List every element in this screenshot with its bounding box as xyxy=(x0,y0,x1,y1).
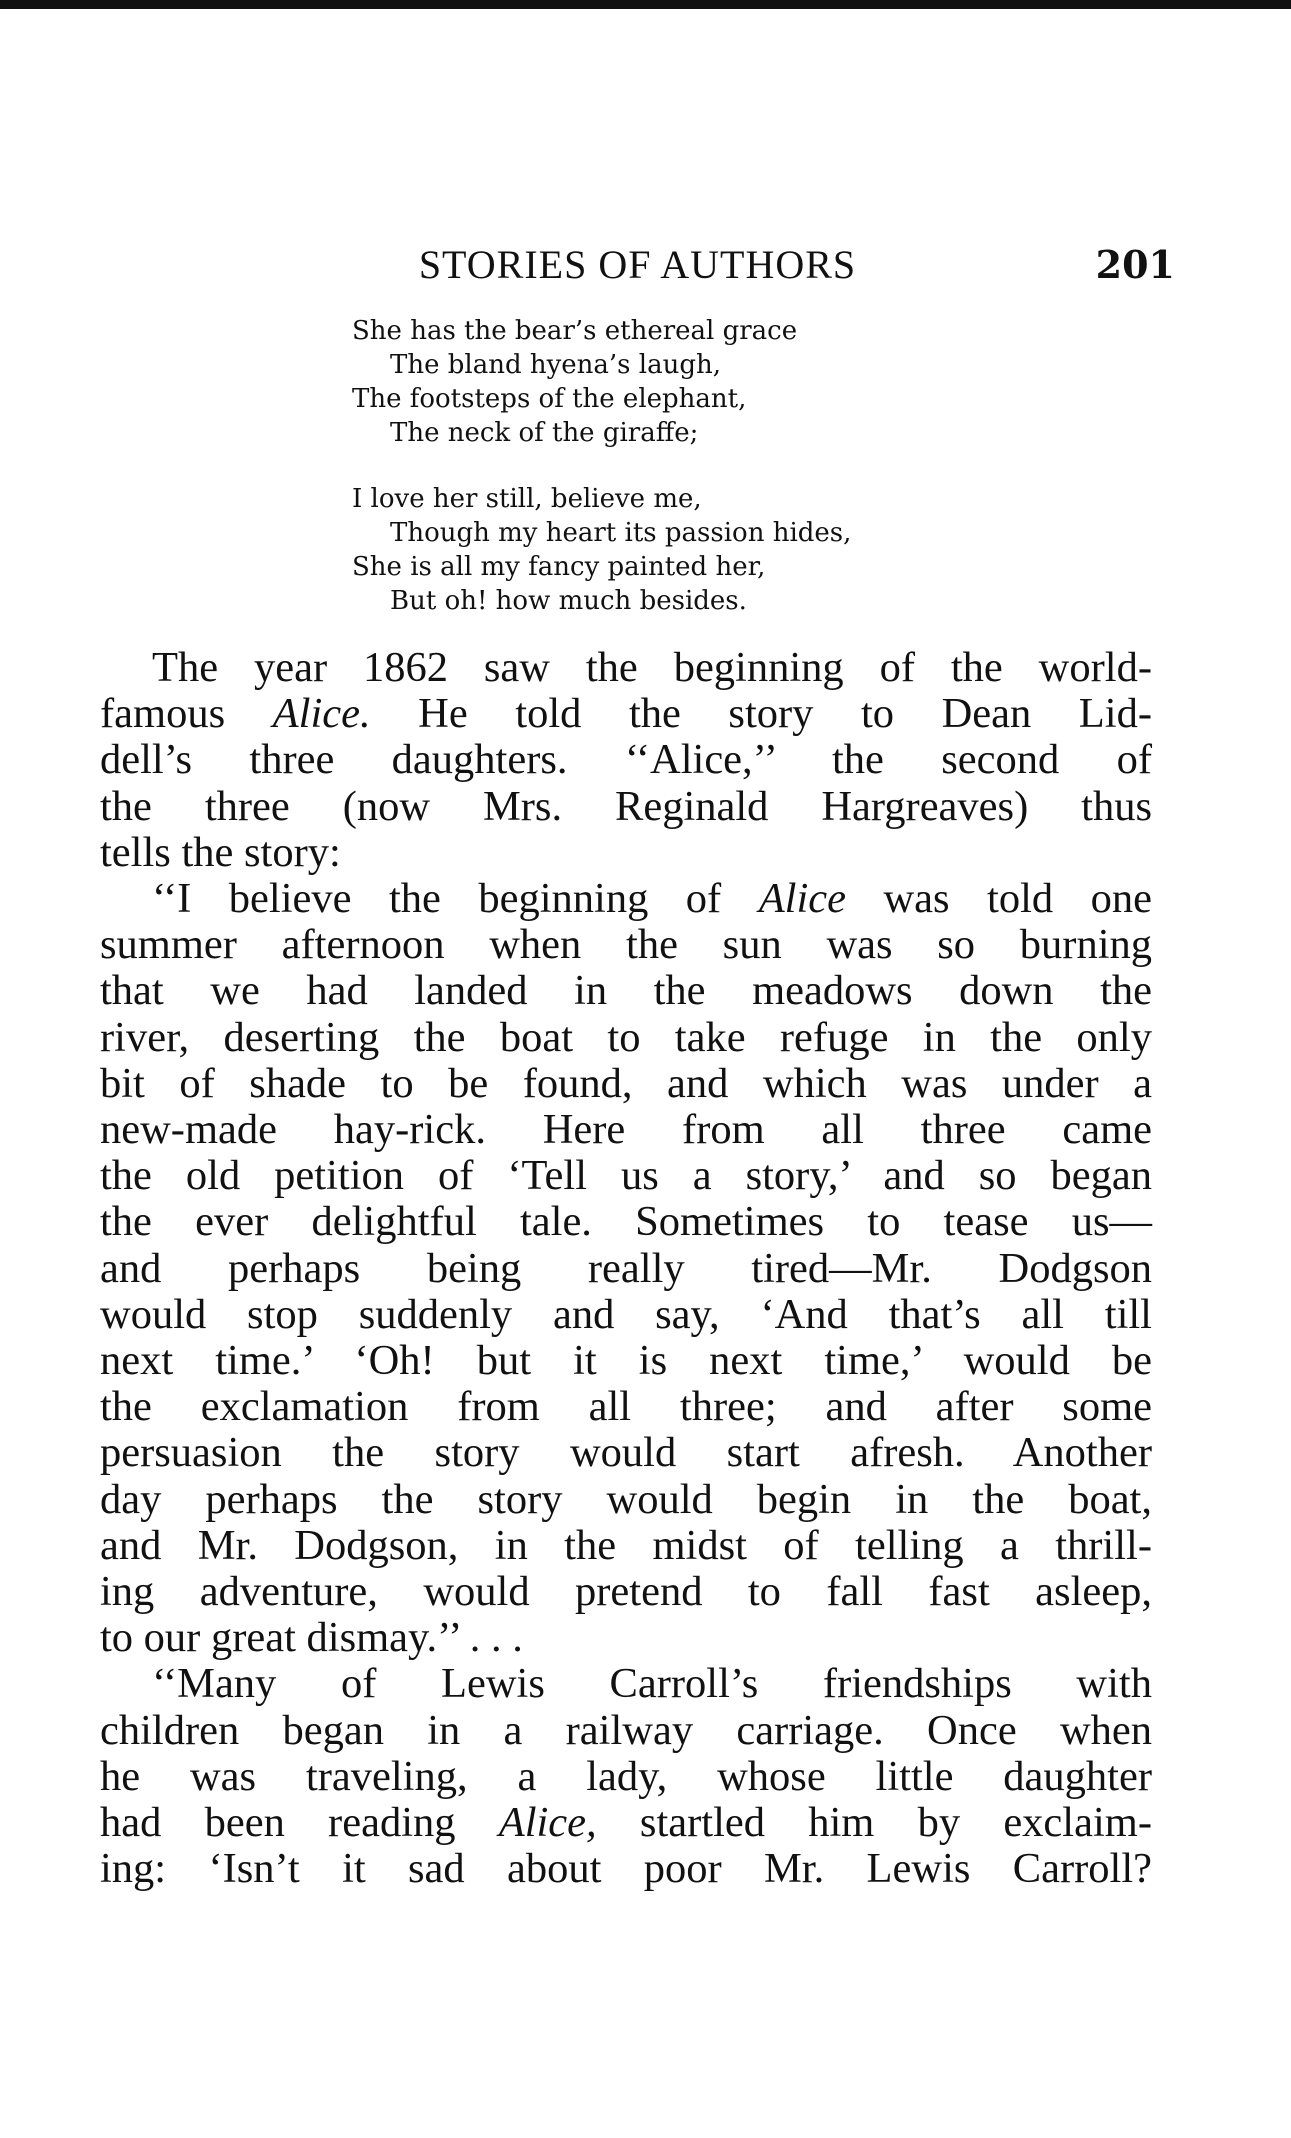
text-run: ‘‘I believe the beginning of xyxy=(152,875,759,923)
poem-line: She is all my fancy painted her, xyxy=(352,552,766,582)
text-line xyxy=(100,1384,1152,1430)
text-run: new-made hay-rick. Here from all three came xyxy=(100,1106,1152,1154)
text-run: summer afternoon when the sun was so burning xyxy=(100,921,1152,969)
text-run: that we had landed in the meadows down the xyxy=(100,967,1152,1015)
text-line xyxy=(100,1015,1152,1061)
text-run: and perhaps being really tired—Mr. Dodgson xyxy=(100,1244,1152,1292)
text-run: river, deserting the boat to take refuge in the only xyxy=(100,1013,1152,1061)
text-run: day perhaps the story would begin in the boat, xyxy=(100,1475,1152,1523)
text-line xyxy=(100,784,1152,830)
poem-line: The neck of the giraffe; xyxy=(390,418,699,448)
text-line xyxy=(100,830,1152,876)
text-line xyxy=(100,1292,1152,1338)
text-run: the ever delightful tale. Sometimes to tease us— xyxy=(100,1198,1152,1246)
poem-stanza xyxy=(352,482,1072,618)
text-run: next time.’ ‘Oh! but it is next time,’ would be xyxy=(100,1337,1152,1385)
text-line xyxy=(100,1246,1152,1292)
text-run: The year 1862 saw the beginning of the world- xyxy=(152,644,1152,691)
poem-quote xyxy=(352,314,1072,650)
text-run: ing adventure, would pretend to fall fast asleep, xyxy=(100,1568,1152,1616)
page-header xyxy=(100,240,1175,290)
text-line xyxy=(100,1708,1152,1754)
text-run: famous xyxy=(100,690,273,738)
paragraph xyxy=(100,876,1152,1661)
text-run: ‘‘Many of Lewis Carroll’s friendships with xyxy=(152,1660,1152,1708)
text-line xyxy=(100,645,1152,691)
text-run: ing: ‘Isn’t it sad about poor Mr. Lewis Carroll? xyxy=(100,1845,1152,1893)
text-line xyxy=(100,876,1152,922)
text-run: children began in a railway carriage. Once when xyxy=(100,1706,1152,1754)
text-run: startled him by exclaim- xyxy=(596,1799,1152,1847)
text-line xyxy=(100,1615,1152,1661)
text-run: dell’s three daughters. ‘‘Alice,’’ the second of xyxy=(100,736,1152,784)
text-line xyxy=(100,922,1152,968)
text-run: would stop suddenly and say, ‘And that’s all till xyxy=(100,1290,1152,1338)
text-run: he was traveling, a lady, whose little daughter xyxy=(100,1752,1152,1800)
text-run: was told one xyxy=(846,875,1152,923)
text-line xyxy=(100,1338,1152,1384)
italic-title: Alice, xyxy=(498,1799,597,1847)
poem-line: The footsteps of the elephant, xyxy=(352,384,747,414)
text-line xyxy=(100,691,1152,737)
text-run: He told the story to Dean Lid- xyxy=(370,690,1152,738)
text-run: to our great dismay.’’ . . . xyxy=(100,1614,523,1662)
text-line xyxy=(100,1153,1152,1199)
top-border-rule xyxy=(0,0,1291,9)
text-line xyxy=(100,1800,1152,1846)
text-run: the exclamation from all three; and after some xyxy=(100,1383,1152,1431)
body-text xyxy=(100,645,1152,1892)
text-run: the old petition of ‘Tell us a story,’ and so began xyxy=(100,1152,1152,1200)
text-run: bit of shade to be found, and which was under a xyxy=(100,1059,1152,1107)
text-run: tells the story: xyxy=(100,828,341,876)
poem-line: Though my heart its passion hides, xyxy=(390,518,852,548)
poem-line: The bland hyena’s laugh, xyxy=(390,350,722,380)
poem-line: She has the bear’s ethereal grace xyxy=(352,316,798,346)
text-line xyxy=(100,1754,1152,1800)
text-line xyxy=(100,1569,1152,1615)
running-title: STORIES OF AUTHORS xyxy=(418,242,857,287)
italic-title: Alice xyxy=(758,875,846,923)
text-run: had been reading xyxy=(100,1799,499,1847)
text-line xyxy=(100,1661,1152,1707)
text-line xyxy=(100,1846,1152,1892)
text-run: persuasion the story would start afresh. Another xyxy=(100,1429,1152,1477)
text-run: and Mr. Dodgson, in the midst of telling a thrill- xyxy=(100,1521,1152,1569)
text-line xyxy=(100,1430,1152,1476)
text-line xyxy=(100,1107,1152,1153)
paragraph xyxy=(100,645,1152,876)
page-number: 201 xyxy=(1095,242,1175,287)
text-line xyxy=(100,1199,1152,1245)
text-line xyxy=(100,737,1152,783)
poem-line: But oh! how much besides. xyxy=(390,586,747,616)
text-line xyxy=(100,1523,1152,1569)
text-line xyxy=(100,1477,1152,1523)
italic-title: Alice. xyxy=(272,690,371,738)
text-line xyxy=(100,1061,1152,1107)
text-line xyxy=(100,968,1152,1014)
paragraph xyxy=(100,1661,1152,1892)
poem-stanza xyxy=(352,314,1072,450)
poem-line: I love her still, believe me, xyxy=(352,484,702,514)
text-run: the three (now Mrs. Reginald Hargreaves) thus xyxy=(100,782,1152,830)
